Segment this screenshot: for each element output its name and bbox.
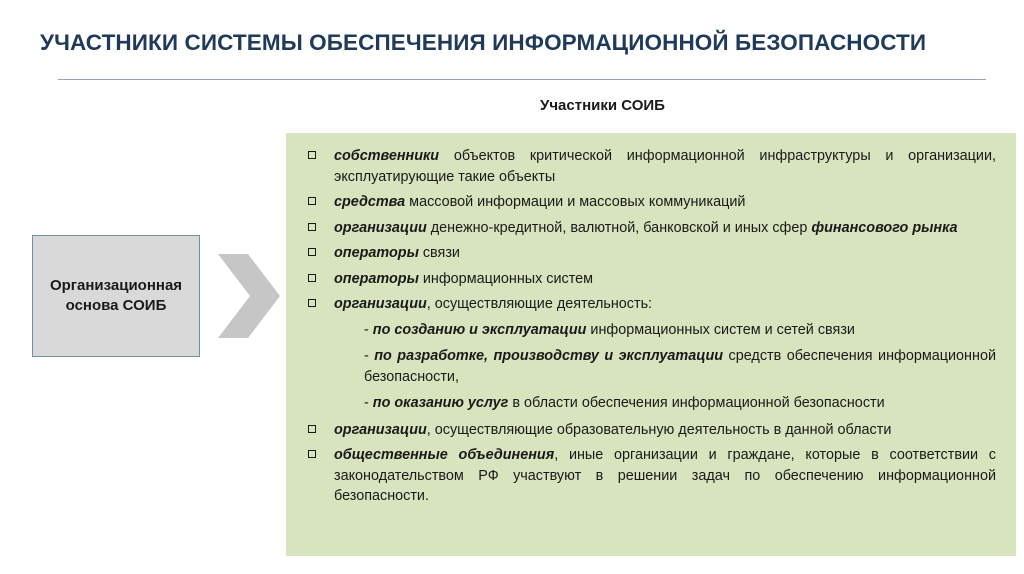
section-heading: Участники СОИБ: [540, 97, 665, 114]
checkbox-bullet-icon: [308, 223, 316, 231]
title-divider: [58, 79, 986, 80]
checkbox-bullet-icon: [308, 450, 316, 458]
list-item: собственники объектов критической информационной инфраструктуры и организации, эксплуатирующие такие объекты: [306, 146, 996, 187]
checkbox-bullet-icon: [308, 197, 316, 205]
list-item: организации денежно-кредитной, валютной, банковской и иных сфер финансового рынка: [306, 218, 996, 239]
box-line-1: Организационная: [49, 277, 183, 294]
organizational-basis-box: [32, 235, 200, 357]
list-item: организации, осуществляющие образовательную деятельность в данной области: [306, 420, 996, 441]
checkbox-bullet-icon: [308, 151, 316, 159]
checkbox-bullet-icon: [308, 274, 316, 282]
list-item: организации, осуществляющие деятельность:: [306, 294, 996, 315]
checkbox-bullet-icon: [308, 425, 316, 433]
sub-list-item: - по разработке, производству и эксплуатации средств обеспечения информационной безопасности,: [364, 348, 996, 385]
checkbox-bullet-icon: [308, 248, 316, 256]
participants-panel: [286, 133, 1016, 556]
checkbox-bullet-icon: [308, 299, 316, 307]
list-item: средства массовой информации и массовых коммуникаций: [306, 192, 996, 213]
sub-list-item: - по созданию и эксплуатации информационных систем и сетей связи: [364, 321, 855, 338]
page-title: УЧАСТНИКИ СИСТЕМЫ ОБЕСПЕЧЕНИЯ ИНФОРМАЦИОННОЙ БЕЗОПАСНОСТИ: [40, 30, 927, 55]
chevron-right-icon: [218, 254, 280, 338]
box-line-2: основа СОИБ: [65, 297, 167, 314]
list-item: общественные объединения, иные организации и граждане, которые в соответствии с законодательством РФ участвуют в решении задач по обеспечению информационной безопасности.: [306, 445, 996, 507]
list-item: операторы информационных систем: [306, 269, 996, 290]
sub-list-item: - по оказанию услуг в области обеспечения информационной безопасности: [364, 395, 885, 411]
participants-list: [306, 146, 996, 507]
list-item: операторы связи: [306, 243, 996, 264]
